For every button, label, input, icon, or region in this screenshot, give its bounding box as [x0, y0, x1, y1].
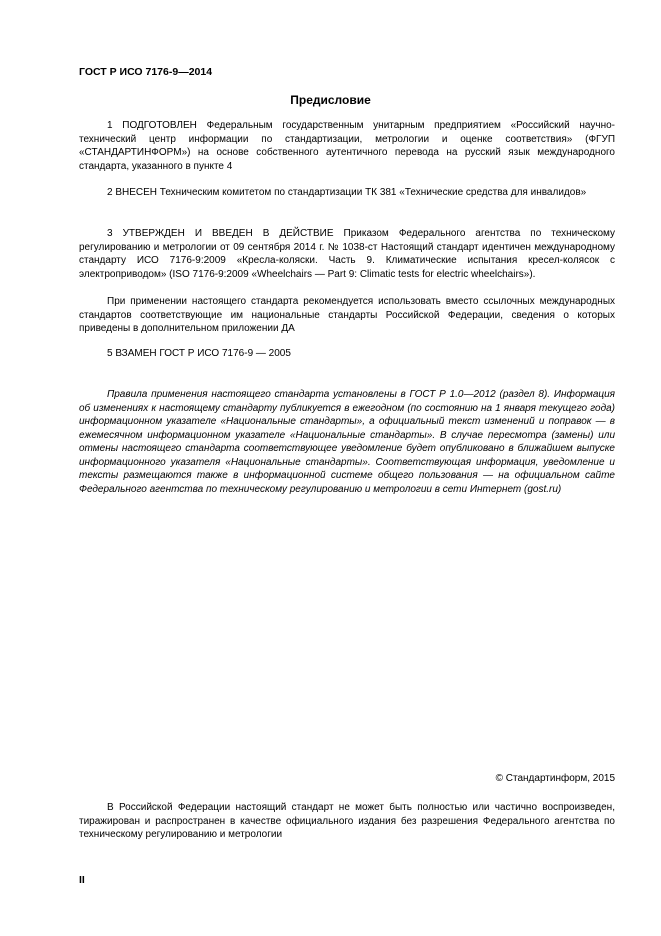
page-number: II: [79, 874, 85, 886]
section-title: Предисловие: [290, 93, 371, 107]
paragraph-references: При применении настоящего стандарта рекомендуется использовать вместо ссылочных международных стандартов соответствующие им национальные стандарты Российской Федерации, сведения о которых приведены в дополнительном приложении ДА: [79, 296, 615, 334]
document-code: ГОСТ Р ИСО 7176-9—2014: [79, 66, 213, 78]
paragraph-prepared-by: 1 ПОДГОТОВЛЕН Федеральным государственным унитарным предприятием «Российский научно-технический центр информации по стандартизации, метрологии и оценке соответствия» (ФГУП «СТАНДАРТИНФОРМ») на основе собственного аутентичного перевода на русский язык международного стандарта, указанного в пункте 4: [79, 120, 615, 172]
copyright: © Стандартинформ, 2015: [495, 773, 615, 784]
paragraph-approved: 3 УТВЕРЖДЕН И ВВЕДЕН В ДЕЙСТВИЕ Приказом Федерального агентства по техническому регулированию и метрологии от 09 сентября 2014 г. № 1038-ст Настоящий стандарт идентичен международному стандарту ИСО 7176-9:2009 «Кресла-коляски. Часть 9. Климатические испытания кресел-колясок с электроприводом» (ISO 7176-9:2009 «Wheelchairs — Part 9: Climatic tests for electric wheelchairs»).: [79, 228, 615, 280]
application-rules-notice: Правила применения настоящего стандарта установлены в ГОСТ Р 1.0—2012 (раздел 8). Информация об изменениях к настоящему стандарту публикуется в ежегодном (по состоянию на 1 января текущего года) информационном указателе «Национальные стандарты», а официальный текст изменений и поправок — в ежемесячном информационном указателе «Национальные стандарты». В случае пересмотра (замены) или отмены настоящего стандарта соответствующее уведомление будет опубликовано в ближайшем выпуске информационного указателя «Национальные стандарты». Соответствующая информация, уведомление и тексты размещаются также в информационной системе общего пользования — на официальном сайте Федерального агентства по техническому регулированию и метрологии в сети Интернет (gost.ru): [79, 389, 615, 495]
paragraph-replaces: 5 ВЗАМЕН ГОСТ Р ИСО 7176-9 — 2005: [107, 348, 291, 359]
paragraph-submitted-by: 2 ВНЕСЕН Техническим комитетом по стандартизации ТК 381 «Технические средства для инвалидов»: [107, 187, 587, 198]
legal-notice: В Российской Федерации настоящий стандарт не может быть полностью или частично воспроизведен, тиражирован и распространен в качестве официального издания без разрешения Федерального агентства по техническому регулированию и метрологии: [79, 802, 615, 840]
